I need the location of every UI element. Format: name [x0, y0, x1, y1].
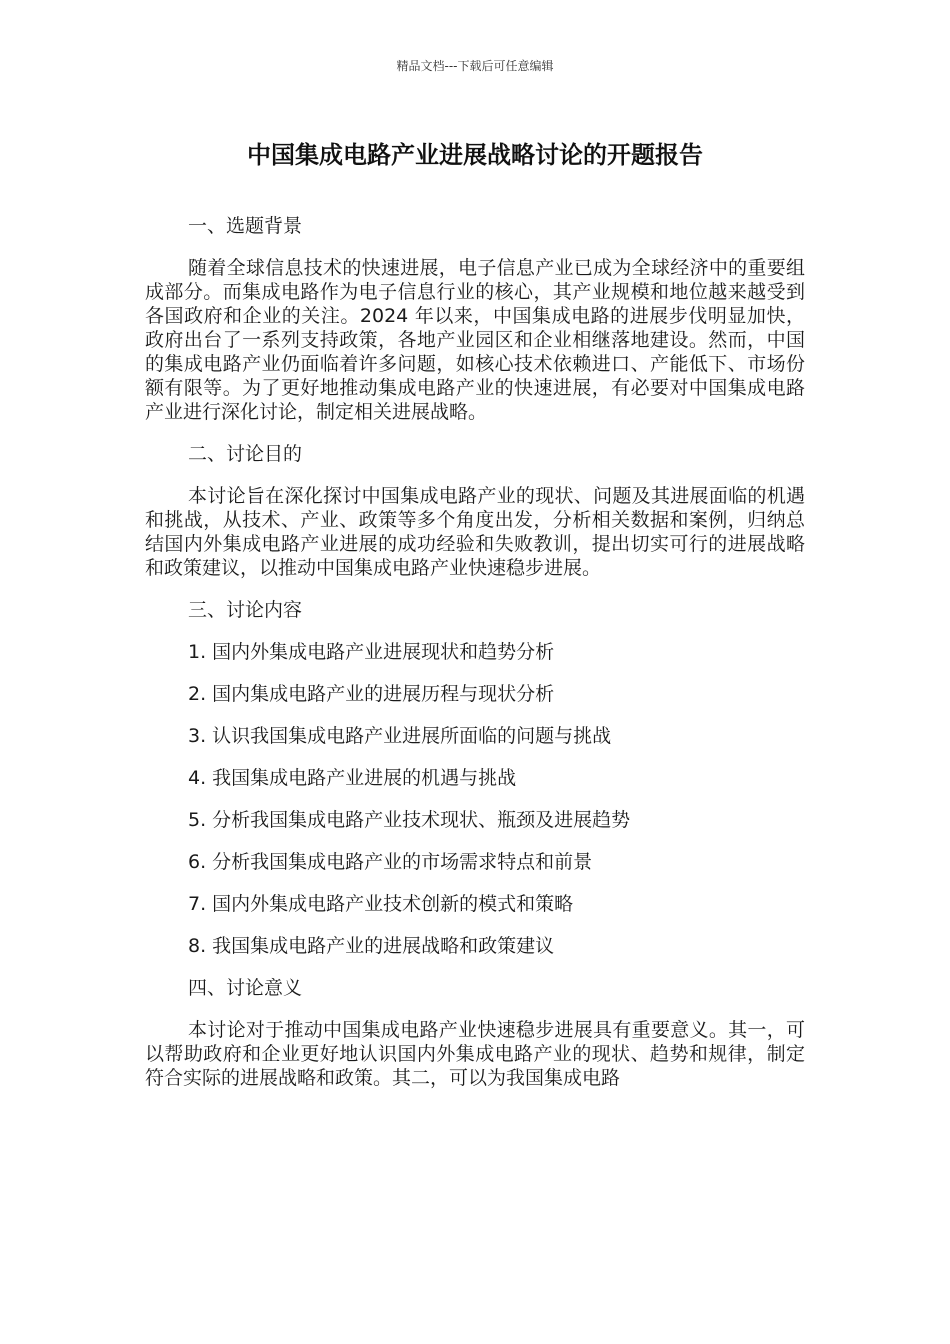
document-body	[145, 214, 805, 1108]
section-heading-purpose: 二、讨论目的	[188, 443, 303, 465]
paragraph-significance: 本讨论对于推动中国集成电路产业快速稳步进展具有重要意义。其一，可以帮助政府和企业更好地认识国内外集成电路产业的现状、趋势和规律，制定符合实际的进展战略和政策。其二，可以为我国集成电路	[145, 1019, 805, 1089]
list-item: 4. 我国集成电路产业进展的机遇与挑战	[188, 767, 517, 789]
list-item: 1. 国内外集成电路产业进展现状和趋势分析	[188, 641, 555, 663]
section-heading-content: 三、讨论内容	[188, 599, 303, 621]
paragraph-background: 随着全球信息技术的快速进展，电子信息产业已成为全球经济中的重要组成部分。而集成电路作为电子信息行业的核心，其产业规模和地位越来越受到各国政府和企业的关注。2024 年以来，中国集成电路的进展步伐明显加快，政府出台了一系列支持政策，各地产业园区和企业相继落地建设。然而，中国的集成电路产业仍面临着许多问题，如核心技术依赖进口、产能低下、市场份额有限等。为了更好地推动集成电路产业的快速进展，有必要对中国集成电路产业进行深化讨论，制定相关进展战略。	[145, 257, 805, 423]
list-item: 8. 我国集成电路产业的进展战略和政策建议	[188, 935, 555, 957]
list-item: 7. 国内外集成电路产业技术创新的模式和策略	[188, 893, 574, 915]
paragraph-purpose: 本讨论旨在深化探讨中国集成电路产业的现状、问题及其进展面临的机遇和挑战，从技术、产业、政策等多个角度出发，分析相关数据和案例，归纳总结国内外集成电路产业进展的成功经验和失败教训，提出切实可行的进展战略和政策建议，以推动中国集成电路产业快速稳步进展。	[145, 485, 805, 579]
list-item: 3. 认识我国集成电路产业进展所面临的问题与挑战	[188, 725, 612, 747]
document-title: 中国集成电路产业进展战略讨论的开题报告	[247, 141, 703, 169]
list-item: 2. 国内集成电路产业的进展历程与现状分析	[188, 683, 555, 705]
list-item: 5. 分析我国集成电路产业技术现状、瓶颈及进展趋势	[188, 809, 631, 831]
page-header: 精品文档---下载后可任意编辑	[396, 59, 554, 73]
section-heading-significance: 四、讨论意义	[188, 977, 303, 999]
section-heading-background: 一、选题背景	[188, 215, 303, 237]
list-item: 6. 分析我国集成电路产业的市场需求特点和前景	[188, 851, 593, 873]
